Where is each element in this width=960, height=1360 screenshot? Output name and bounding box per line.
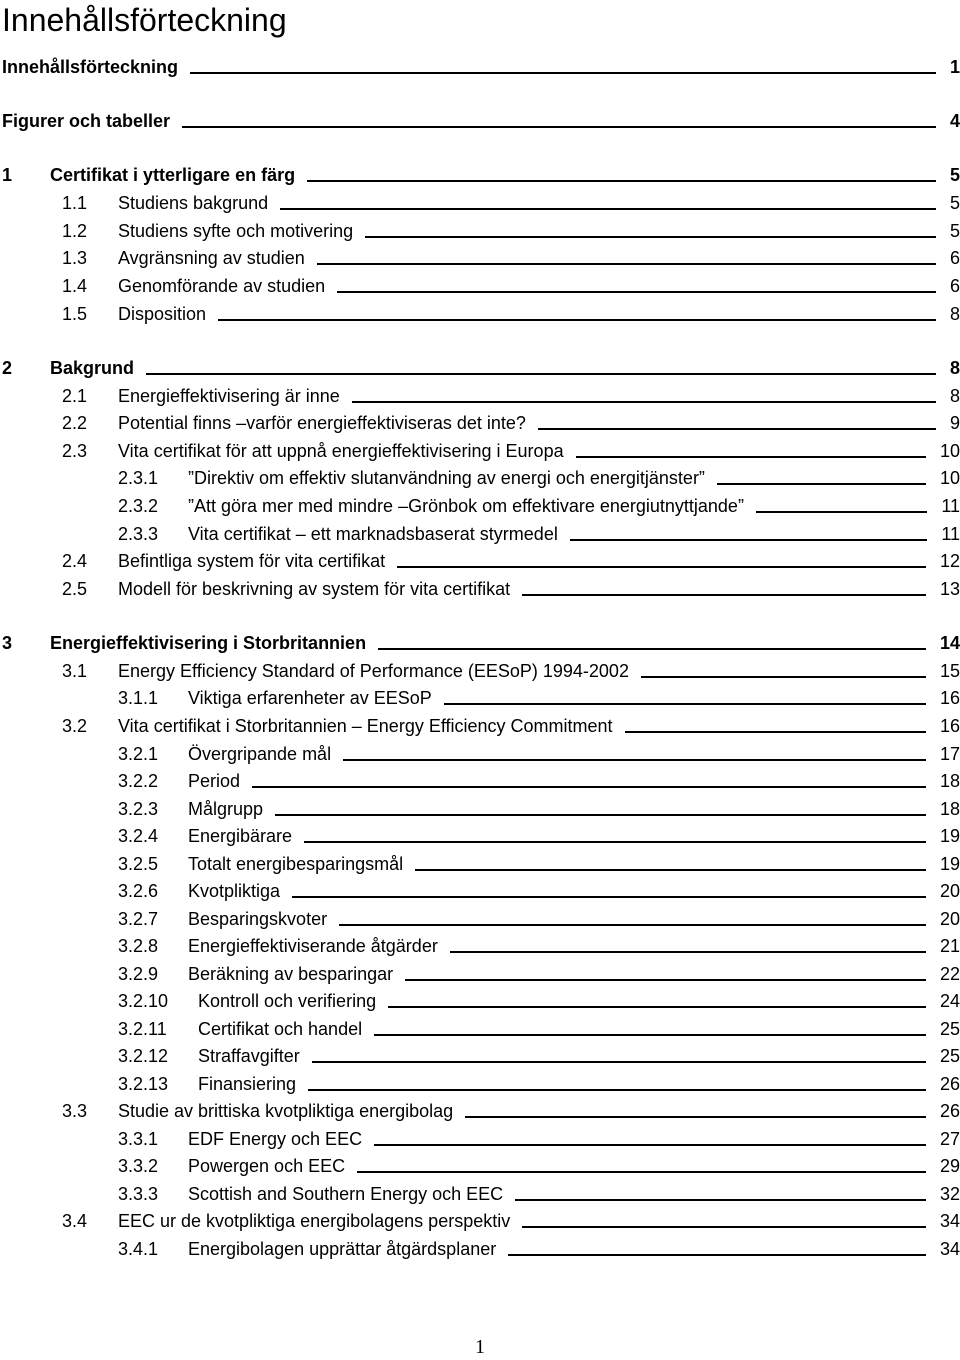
toc-entry-title: Kontroll och verifiering bbox=[198, 991, 377, 1011]
toc-entry-title: Studiens bakgrund bbox=[118, 193, 269, 213]
toc-entry[interactable] bbox=[0, 933, 960, 959]
toc-entry-title: Potential finns –varför energieffektiviseras det inte? bbox=[118, 413, 526, 433]
toc-entry-page: 20 bbox=[939, 881, 960, 901]
toc-entry[interactable] bbox=[0, 1208, 960, 1234]
toc-entry-title: EEC ur de kvotpliktiga energibolagens perspektiv bbox=[118, 1211, 511, 1231]
toc-leader-line bbox=[182, 108, 936, 128]
toc-entry-page: 11 bbox=[941, 524, 960, 544]
toc-entry-number: 1.3 bbox=[62, 248, 88, 268]
toc-entry-number: 3.1.1 bbox=[118, 688, 159, 708]
toc-leader-line bbox=[292, 878, 926, 898]
toc-entry-number: 3.3 bbox=[62, 1101, 88, 1121]
toc-entry-title: Vita certifikat i Storbritannien – Energy Efficiency Commitment bbox=[118, 716, 613, 736]
toc-entry[interactable] bbox=[0, 658, 960, 684]
toc-entry-number: 2.1 bbox=[62, 386, 88, 406]
toc-leader-line bbox=[378, 630, 926, 650]
toc-entry[interactable] bbox=[0, 1071, 960, 1097]
toc-entry-number: 3.2.12 bbox=[118, 1046, 169, 1066]
toc-leader-line bbox=[508, 1236, 926, 1256]
toc-leader-line bbox=[218, 301, 936, 321]
toc-leader-line bbox=[280, 190, 936, 210]
toc-entry-title: Energibärare bbox=[188, 826, 293, 846]
toc-entry-title: Kvotpliktiga bbox=[188, 881, 281, 901]
toc-entry-number: 3.2.9 bbox=[118, 964, 159, 984]
toc-entry-title: Modell för beskrivning av system för vita certifikat bbox=[118, 579, 511, 599]
toc-entry[interactable] bbox=[0, 961, 960, 987]
toc-leader-line bbox=[522, 1208, 926, 1228]
toc-leader-line bbox=[641, 658, 926, 678]
toc-leader-line bbox=[405, 961, 926, 981]
toc-entry-page: 1 bbox=[949, 57, 960, 77]
toc-entry[interactable] bbox=[0, 273, 960, 299]
toc-entry[interactable] bbox=[0, 410, 960, 436]
toc-entry-number: 3.2.13 bbox=[118, 1074, 169, 1094]
toc-leader-line bbox=[308, 1071, 926, 1091]
toc-entry-title: Befintliga system för vita certifikat bbox=[118, 551, 386, 571]
toc-entry-title: Genomförande av studien bbox=[118, 276, 326, 296]
toc-leader-line bbox=[252, 768, 926, 788]
toc-entry[interactable] bbox=[0, 190, 960, 216]
toc-entry-number: 3.1 bbox=[62, 661, 88, 681]
toc-entry-page: 24 bbox=[939, 991, 960, 1011]
toc-entry-page: 8 bbox=[949, 358, 960, 378]
toc-entry-number: 3.2.4 bbox=[118, 826, 159, 846]
toc-leader-line bbox=[570, 521, 927, 541]
toc-leader-line bbox=[756, 493, 927, 513]
toc-entry[interactable] bbox=[0, 383, 960, 409]
toc-entry[interactable] bbox=[0, 162, 960, 188]
toc-entry-page: 29 bbox=[939, 1156, 960, 1176]
toc-entry-title: Studiens syfte och motivering bbox=[118, 221, 354, 241]
toc-entry-page: 6 bbox=[949, 276, 960, 296]
toc-entry-page: 13 bbox=[939, 579, 960, 599]
toc-entry-page: 9 bbox=[949, 413, 960, 433]
toc-leader-line bbox=[450, 933, 926, 953]
toc-entry-title: Straffavgifter bbox=[198, 1046, 300, 1066]
toc-entry-title: Innehållsförteckning bbox=[2, 57, 179, 77]
toc-entry-title: Scottish and Southern Energy och EEC bbox=[188, 1184, 504, 1204]
toc-entry-page: 10 bbox=[939, 468, 960, 488]
toc-entry-title: Övergripande mål bbox=[188, 744, 332, 764]
toc-entry-number: 2.3 bbox=[62, 441, 88, 461]
toc-entry-page: 8 bbox=[949, 386, 960, 406]
toc-entry[interactable] bbox=[0, 108, 960, 134]
toc-entry[interactable] bbox=[0, 54, 960, 80]
toc-entry-title: ”Att göra mer med mindre –Grönbok om effektivare energiutnyttjande” bbox=[188, 496, 744, 516]
toc-entry-title: Certifikat i ytterligare en färg bbox=[50, 165, 296, 185]
toc-entry[interactable] bbox=[0, 823, 960, 849]
toc-entry[interactable] bbox=[0, 630, 960, 656]
toc-entry-page: 34 bbox=[939, 1239, 960, 1259]
toc-entry[interactable] bbox=[0, 1153, 960, 1179]
toc-entry-page: 26 bbox=[939, 1074, 960, 1094]
toc-leader-line bbox=[465, 1098, 926, 1118]
toc-leader-line bbox=[339, 906, 926, 926]
toc-entry-number: 3.2.10 bbox=[118, 991, 169, 1011]
toc-entry-title: ”Direktiv om effektiv slutanvändning av energi och energitjänster” bbox=[188, 468, 705, 488]
toc-entry-page: 5 bbox=[949, 221, 960, 241]
toc-entry-page: 32 bbox=[939, 1184, 960, 1204]
toc-entry-number: 2 bbox=[2, 358, 13, 378]
toc-leader-line bbox=[357, 1153, 926, 1173]
toc-entry-page: 11 bbox=[941, 496, 960, 516]
toc-entry-title: Energieffektivisering är inne bbox=[118, 386, 340, 406]
toc-entry-title: Energieffektiviserande åtgärder bbox=[188, 936, 438, 956]
toc-entry-number: 3.3.3 bbox=[118, 1184, 159, 1204]
toc-entry-title: Målgrupp bbox=[188, 799, 264, 819]
toc-entry-number: 3.4.1 bbox=[118, 1239, 159, 1259]
toc-entry-number: 2.4 bbox=[62, 551, 88, 571]
toc-entry-page: 18 bbox=[939, 771, 960, 791]
toc-entry-page: 22 bbox=[939, 964, 960, 984]
toc-leader-line bbox=[312, 1043, 926, 1063]
toc-entry[interactable] bbox=[0, 1181, 960, 1207]
toc-entry-page: 27 bbox=[939, 1129, 960, 1149]
toc-entry-title: Period bbox=[188, 771, 241, 791]
toc-entry-page: 25 bbox=[939, 1046, 960, 1066]
toc-entry[interactable] bbox=[0, 741, 960, 767]
toc-leader-line bbox=[317, 245, 936, 265]
toc-entry-number: 3 bbox=[2, 633, 13, 653]
toc-entry-number: 3.2.8 bbox=[118, 936, 159, 956]
toc-entry-number: 1.5 bbox=[62, 304, 88, 324]
toc-leader-line bbox=[304, 823, 926, 843]
toc-entry-page: 19 bbox=[939, 826, 960, 846]
toc-entry[interactable] bbox=[0, 796, 960, 822]
toc-leader-line bbox=[397, 548, 926, 568]
toc-entry[interactable] bbox=[0, 301, 960, 327]
toc-leader-line bbox=[352, 383, 936, 403]
toc-entry-number: 2.3.1 bbox=[118, 468, 159, 488]
toc-entry[interactable] bbox=[0, 465, 960, 491]
toc-entry[interactable] bbox=[0, 245, 960, 271]
toc-entry-number: 2.3.3 bbox=[118, 524, 159, 544]
toc-entry-number: 3.2.3 bbox=[118, 799, 159, 819]
page-title: Innehållsförteckning bbox=[2, 2, 287, 38]
toc-leader-line bbox=[146, 355, 936, 375]
toc-entry-title: Energy Efficiency Standard of Performance (EESoP) 1994-2002 bbox=[118, 661, 629, 681]
toc-entry-title: Beräkning av besparingar bbox=[188, 964, 394, 984]
toc-leader-line bbox=[522, 576, 926, 596]
toc-entry-title: Besparingskvoter bbox=[188, 909, 328, 929]
toc-entry[interactable] bbox=[0, 548, 960, 574]
toc-entry-page: 15 bbox=[939, 661, 960, 681]
toc-entry-page: 5 bbox=[949, 165, 960, 185]
toc-entry-number: 2.2 bbox=[62, 413, 88, 433]
toc-entry-title: Powergen och EEC bbox=[188, 1156, 346, 1176]
toc-entry-number: 3.2 bbox=[62, 716, 88, 736]
toc-entry-page: 17 bbox=[939, 744, 960, 764]
toc-entry-title: Finansiering bbox=[198, 1074, 297, 1094]
toc-entry[interactable] bbox=[0, 1126, 960, 1152]
toc-entry[interactable] bbox=[0, 521, 960, 547]
toc-entry[interactable] bbox=[0, 713, 960, 739]
toc-entry[interactable] bbox=[0, 878, 960, 904]
toc-entry[interactable] bbox=[0, 851, 960, 877]
toc-entry-number: 3.2.2 bbox=[118, 771, 159, 791]
toc-leader-line bbox=[275, 796, 926, 816]
toc-entry-page: 12 bbox=[939, 551, 960, 571]
toc-entry[interactable] bbox=[0, 1043, 960, 1069]
toc-entry-page: 14 bbox=[939, 633, 960, 653]
toc-entry-number: 3.2.6 bbox=[118, 881, 159, 901]
toc-entry-title: Studie av brittiska kvotpliktiga energibolag bbox=[118, 1101, 454, 1121]
toc-entry[interactable] bbox=[0, 1016, 960, 1042]
toc-leader-line bbox=[538, 410, 936, 430]
toc-leader-line bbox=[515, 1181, 926, 1201]
toc-entry-page: 16 bbox=[939, 688, 960, 708]
toc-entry-title: Bakgrund bbox=[50, 358, 135, 378]
toc-entry-number: 2.5 bbox=[62, 579, 88, 599]
toc-entry[interactable] bbox=[0, 768, 960, 794]
toc-entry-page: 8 bbox=[949, 304, 960, 324]
toc-entry-number: 3.4 bbox=[62, 1211, 88, 1231]
toc-entry-title: EDF Energy och EEC bbox=[188, 1129, 363, 1149]
toc-leader-line bbox=[374, 1126, 926, 1146]
toc-entry-number: 3.2.11 bbox=[118, 1019, 167, 1039]
toc-leader-line bbox=[625, 713, 926, 733]
toc-leader-line bbox=[365, 218, 936, 238]
toc-entry-number: 3.2.1 bbox=[118, 744, 159, 764]
toc-entry-title: Figurer och tabeller bbox=[2, 111, 171, 131]
toc-entry[interactable] bbox=[0, 906, 960, 932]
toc-entry-title: Certifikat och handel bbox=[198, 1019, 363, 1039]
toc-entry-title: Vita certifikat – ett marknadsbaserat styrmedel bbox=[188, 524, 558, 544]
toc-entry-page: 21 bbox=[939, 936, 960, 956]
toc-entry-page: 4 bbox=[949, 111, 960, 131]
toc-entry-page: 34 bbox=[939, 1211, 960, 1231]
toc-leader-line bbox=[576, 438, 926, 458]
toc-entry[interactable] bbox=[0, 438, 960, 464]
toc-entry-title: Energieffektivisering i Storbritannien bbox=[50, 633, 367, 653]
toc-entry-number: 2.3.2 bbox=[118, 496, 159, 516]
toc-entry-page: 18 bbox=[939, 799, 960, 819]
toc-entry-number: 3.3.2 bbox=[118, 1156, 159, 1176]
toc-entry-page: 26 bbox=[939, 1101, 960, 1121]
toc-entry-page: 10 bbox=[939, 441, 960, 461]
toc-entry[interactable] bbox=[0, 493, 960, 519]
toc-entry[interactable] bbox=[0, 218, 960, 244]
toc-leader-line bbox=[190, 54, 936, 74]
page-number: 1 bbox=[475, 1336, 485, 1358]
toc-entry-number: 1.4 bbox=[62, 276, 88, 296]
toc-entry[interactable] bbox=[0, 1098, 960, 1124]
toc-entry-number: 3.2.7 bbox=[118, 909, 159, 929]
toc-leader-line bbox=[415, 851, 926, 871]
toc-entry-page: 6 bbox=[949, 248, 960, 268]
toc-leader-line bbox=[343, 741, 926, 761]
toc-leader-line bbox=[307, 162, 936, 182]
toc-entry[interactable] bbox=[0, 988, 960, 1014]
toc-entry-number: 1 bbox=[2, 165, 13, 185]
toc-entry-page: 19 bbox=[939, 854, 960, 874]
toc-entry-title: Totalt energibesparingsmål bbox=[188, 854, 404, 874]
toc-entry-page: 20 bbox=[939, 909, 960, 929]
toc-entry-page: 25 bbox=[939, 1019, 960, 1039]
toc-entry[interactable] bbox=[0, 685, 960, 711]
toc-entry[interactable] bbox=[0, 355, 960, 381]
toc-leader-line bbox=[388, 988, 926, 1008]
toc-leader-line bbox=[374, 1016, 926, 1036]
toc-entry-number: 3.2.5 bbox=[118, 854, 159, 874]
toc-entry-number: 1.2 bbox=[62, 221, 88, 241]
toc-entry-title: Avgränsning av studien bbox=[118, 248, 305, 268]
toc-leader-line bbox=[337, 273, 936, 293]
toc-entry-title: Energibolagen upprättar åtgärdsplaner bbox=[188, 1239, 497, 1259]
toc-entry-page: 5 bbox=[949, 193, 960, 213]
toc-entry-title: Disposition bbox=[118, 304, 207, 324]
toc-leader-line bbox=[717, 465, 926, 485]
toc-entry-number: 3.3.1 bbox=[118, 1129, 159, 1149]
toc-entry-number: 1.1 bbox=[62, 193, 88, 213]
toc-entry-page: 16 bbox=[939, 716, 960, 736]
toc-entry-title: Viktiga erfarenheter av EESoP bbox=[188, 688, 432, 708]
toc-entry[interactable] bbox=[0, 576, 960, 602]
toc-entry[interactable] bbox=[0, 1236, 960, 1262]
toc-leader-line bbox=[444, 685, 926, 705]
toc-entry-title: Vita certifikat för att uppnå energieffektivisering i Europa bbox=[118, 441, 564, 461]
